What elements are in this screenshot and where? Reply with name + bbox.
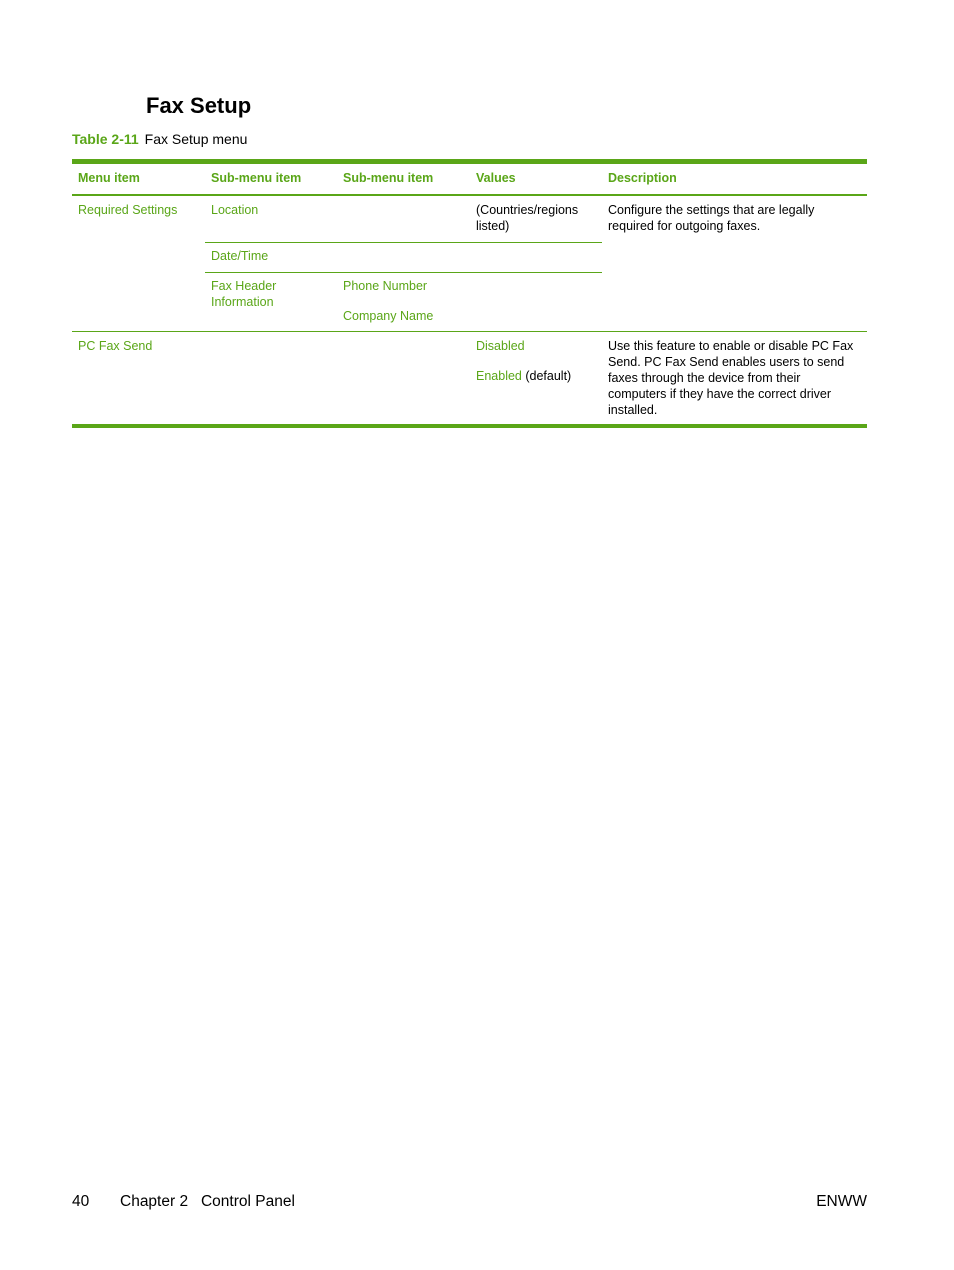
footer-right-label: ENWW <box>816 1193 867 1210</box>
table-header-rule <box>72 194 867 196</box>
sub-menu-date-time[interactable]: Date/Time <box>211 249 269 263</box>
header-sub-menu-item-2: Sub-menu item <box>343 171 434 185</box>
value-countries-regions: (Countries/regions listed) <box>476 203 579 233</box>
header-description: Description <box>608 171 677 185</box>
fax-setup-table <box>72 159 867 429</box>
footer-chapter: Chapter 2 Control Panel <box>120 1193 295 1210</box>
value-enabled-suffix: (default) <box>521 369 572 383</box>
table-caption <box>72 130 247 148</box>
table-caption-text: Fax Setup menu <box>144 131 248 147</box>
menu-item-pc-fax-send[interactable]: PC Fax Send <box>78 339 153 353</box>
row-divider-location <box>205 242 602 243</box>
value-enabled-default <box>476 368 571 384</box>
header-values: Values <box>476 171 516 185</box>
table-top-rule <box>72 159 867 164</box>
row-divider-date-time <box>205 272 602 273</box>
sub-menu-fax-header-information[interactable]: Fax Header Information <box>211 279 277 309</box>
value-disabled[interactable]: Disabled <box>476 339 525 353</box>
row-divider-required-settings <box>72 331 867 332</box>
sub-menu-company-name[interactable]: Company Name <box>343 309 434 323</box>
value-enabled[interactable]: Enabled <box>476 369 522 383</box>
table-bottom-rule <box>72 424 867 428</box>
description-required-settings: Configure the settings that are legally required for outgoing faxes. <box>608 203 815 233</box>
section-title: Fax Setup <box>146 93 252 118</box>
table-caption-number: Table 2-11 <box>72 131 139 147</box>
menu-item-required-settings[interactable]: Required Settings <box>78 203 178 217</box>
sub-menu-location[interactable]: Location <box>211 203 259 217</box>
description-pc-fax-send: Use this feature to enable or disable PC Fax Send. PC Fax Send enables users to send faxes through the device from their computers if they have the correct driver installed. <box>608 339 854 417</box>
header-menu-item: Menu item <box>78 171 140 185</box>
sub-menu-phone-number[interactable]: Phone Number <box>343 279 428 293</box>
header-sub-menu-item-1: Sub-menu item <box>211 171 302 185</box>
footer-page-number: 40 <box>72 1193 90 1210</box>
